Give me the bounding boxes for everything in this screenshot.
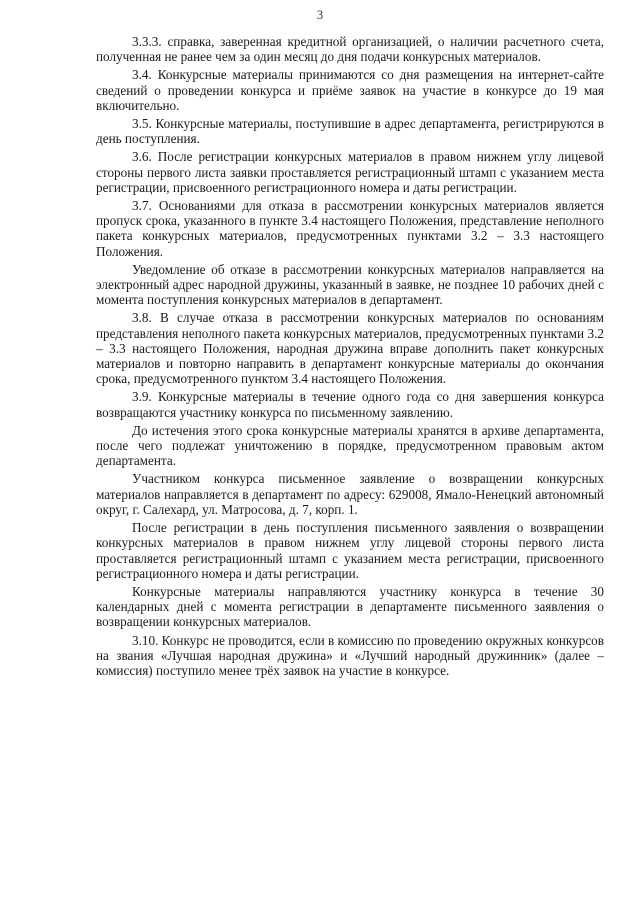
paragraph-3-4: 3.4. Конкурсные материалы принимаются со дня размещения на интернет-сайте сведений о проведении конкурса и приёме заявок на участие в конкурсе до 19 мая включительно. [96,67,604,113]
paragraph-3-7: 3.7. Основаниями для отказа в рассмотрении конкурсных материалов является пропуск срока, указанного в пункте 3.4 настоящего Положения, представление неполного пакета конкурсных материалов, предусмотренных пунктами 3.2 – 3.3 настоящего Положения. [96,198,604,259]
paragraph-3-6: 3.6. После регистрации конкурсных материалов в правом нижнем углу лицевой стороны первого листа заявки проставляется регистрационный штамп с указанием места регистрации, присвоенного регистрационного номера и даты регистрации. [96,149,604,195]
paragraph-3-9-address: Участником конкурса письменное заявление о возвращении конкурсных материалов направляется в департамент по адресу: 629008, Ямало-Ненецкий автономный округ, г. Салехард, ул. Матросова, д. 7, корп. 1. [96,471,604,517]
paragraph-3-9-registration: После регистрации в день поступления письменного заявления о возвращении конкурсных материалов в правом нижнем углу лицевой стороны первого листа проставляется регистрационный штамп с указанием места регистрации, присвоенного регистрационного номера и даты регистрации. [96,520,604,581]
paragraph-3-10: 3.10. Конкурс не проводится, если в комиссию по проведению окружных конкурсов на звания «Лучшая народная дружина» и «Лучший народный дружинник» (далее – комиссия) поступило менее трёх заявок на участие в конкурсе. [96,632,604,678]
paragraph-3-9-return: Конкурсные материалы направляются участнику конкурса в течение 30 календарных дней с момента регистрации в департаменте письменного заявления о возвращении конкурсных материалов. [96,583,604,630]
paragraph-3-9-storage: До истечения этого срока конкурсные материалы хранятся в архиве департамента, после чего подлежат уничтожению в порядке, предусмотренном правовым актом департамента. [96,422,604,469]
paragraph-3-5: 3.5. Конкурсные материалы, поступившие в адрес департамента, регистрируются в день поступления. [96,116,604,147]
paragraph-3-9: 3.9. Конкурсные материалы в течение одного года со дня завершения конкурса возвращаются участнику конкурса по письменному заявлению. [96,389,604,420]
paragraph-3-8: 3.8. В случае отказа в рассмотрении конкурсных материалов по основаниям представления неполного пакета конкурсных материалов, предусмотренных пунктами 3.2 – 3.3 настоящего Положения, народная дружина вправе дополнить пакет конкурсных материалов и повторно направить в департамент конкурсные материалы до окончания срока, предусмотренного пунктом 3.4 настоящего Положения. [96,310,604,387]
page-number: 3 [316,8,324,22]
paragraph-3-3-3: 3.3.3. справка, заверенная кредитной организацией, о наличии расчетного счета, полученная не ранее чем за один месяц до дня подачи конкурсных материалов. [96,34,604,65]
document-body [96,34,604,681]
paragraph-3-7-notice: Уведомление об отказе в рассмотрении конкурсных материалов направляется на электронный адрес народной дружины, указанный в заявке, не позднее 10 рабочих дней с момента поступления конкурсных материалов в департамент. [96,261,604,308]
